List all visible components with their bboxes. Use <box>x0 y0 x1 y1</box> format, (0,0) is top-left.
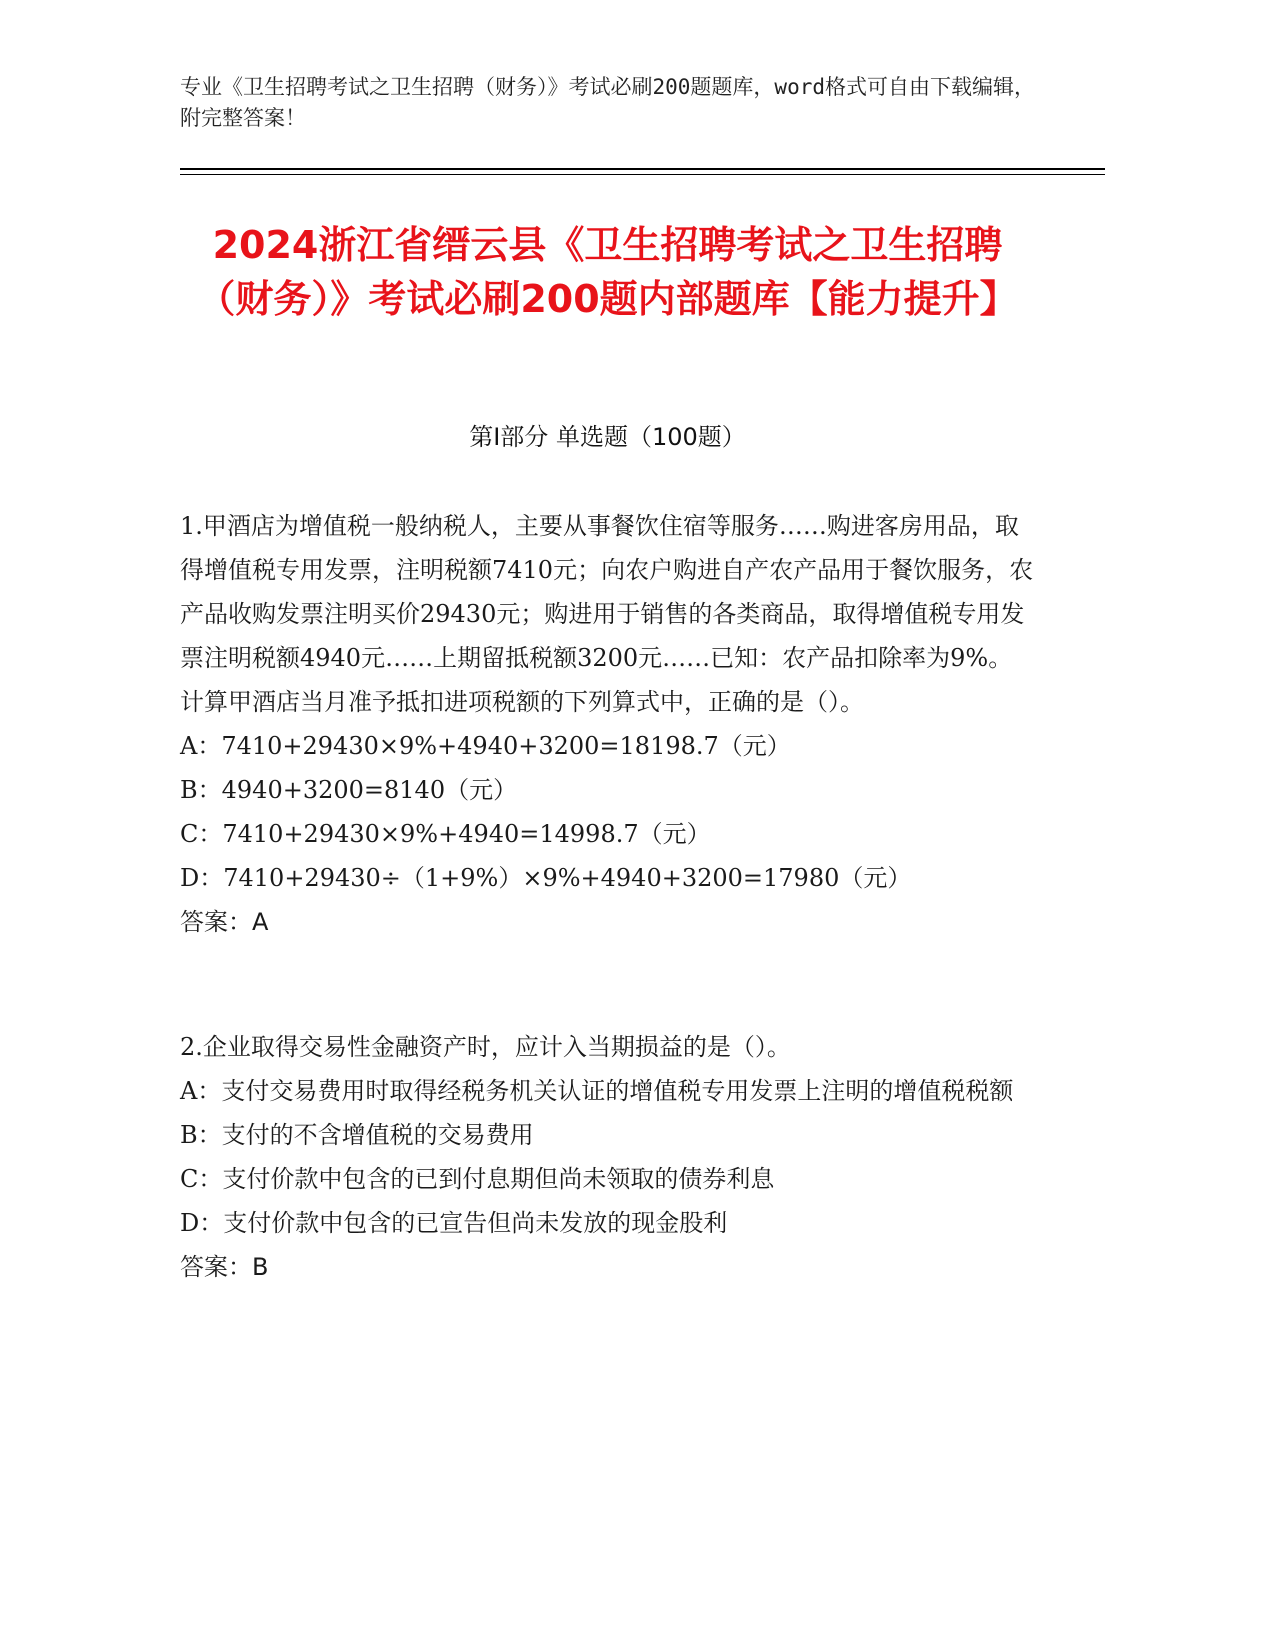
header-rule-thin <box>180 174 1105 175</box>
option-c: C：7410+29430×9%+4940=14998.7（元） <box>180 820 711 848</box>
section-heading: 第I部分 单选题（100题） <box>469 423 746 451</box>
question-1 <box>180 504 1035 944</box>
document-title: 2024浙江省缙云县《卫生招聘考试之卫生招聘（财务）》考试必刷200题内部题库【能力提升】 <box>197 223 1018 321</box>
option-d: D：7410+29430÷（1+9%）×9%+4940+3200=17980（元） <box>180 864 912 892</box>
option-c: C：支付价款中包含的已到付息期但尚未领取的债券利息 <box>180 1165 775 1193</box>
question-stem: 1.甲酒店为增值税一般纳税人，主要从事餐饮住宿等服务……购进客房用品，取得增值税专用发票，注明税额7410元；向农户购进自产农产品用于餐饮服务，农产品收购发票注明买价29430元；购进用于销售的各类商品，取得增值税专用发票注明税额4940元……上期留抵税额3200元……已知：农产品扣除率为9%。计算甲酒店当月准予抵扣进项税额的下列算式中，正确的是（）。 <box>180 512 1034 716</box>
option-a: A：支付交易费用时取得经税务机关认证的增值税专用发票上注明的增值税税额 <box>180 1077 1014 1105</box>
question-2 <box>180 1025 1035 1289</box>
question-stem: 2.企业取得交易性金融资产时，应计入当期损益的是（）。 <box>180 1033 791 1061</box>
header-rule-thick <box>180 168 1105 170</box>
option-b: B：4940+3200=8140（元） <box>180 776 518 804</box>
header-note: 专业《卫生招聘考试之卫生招聘（财务）》考试必刷200题题库，word格式可自由下载编辑，附完整答案！ <box>180 75 1035 130</box>
answer: 答案：A <box>180 908 269 936</box>
option-a: A：7410+29430×9%+4940+3200=18198.7（元） <box>180 732 791 760</box>
answer: 答案：B <box>180 1253 269 1281</box>
option-b: B：支付的不含增值税的交易费用 <box>180 1121 534 1149</box>
option-d: D：支付价款中包含的已宣告但尚未发放的现金股利 <box>180 1209 728 1237</box>
